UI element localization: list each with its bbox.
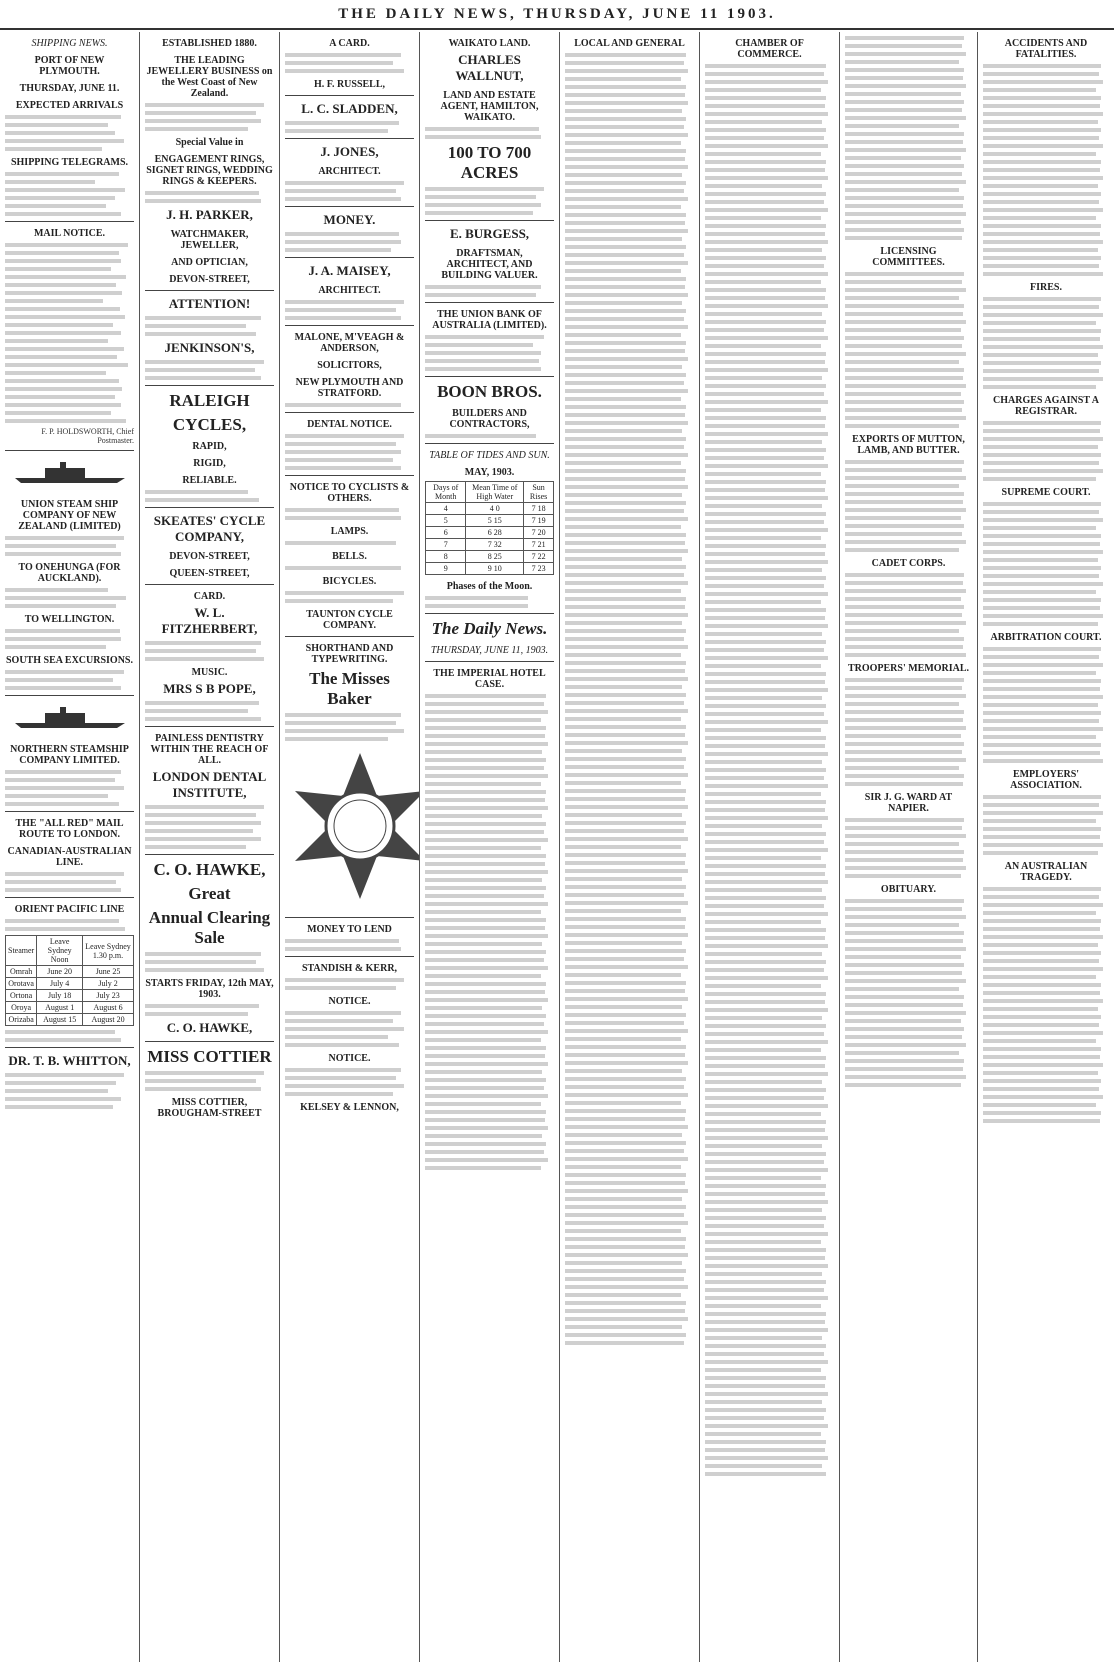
- advert-name: The Misses Baker: [309, 669, 390, 708]
- advert-subheading: SOUTH SEA EXCURSIONS.: [6, 655, 133, 666]
- advert-subheading: LAMPS.: [330, 526, 369, 537]
- advert-name: KELSEY & LENNON,: [300, 1102, 399, 1113]
- advert-name: MONEY.: [323, 212, 376, 227]
- column-adverts-b: [280, 32, 420, 1662]
- nelson-teas-seal-icon: [285, 751, 420, 901]
- column-news-a: [560, 32, 700, 1662]
- advert-name: Annual Clearing Sale: [148, 908, 271, 947]
- section-heading: AN AUSTRALIAN TRAGEDY.: [1004, 861, 1088, 883]
- column-telegrams: [978, 32, 1114, 1662]
- advert-name: DR. T. B. WHITTON,: [8, 1053, 131, 1068]
- section-heading: MAIL NOTICE.: [33, 228, 106, 239]
- table-row: 7 7 32 7 21: [426, 539, 554, 551]
- advert-subheading: TO WELLINGTON.: [24, 614, 115, 625]
- steamship-icon: [5, 460, 135, 484]
- advert-heading: ORIENT PACIFIC LINE: [14, 904, 125, 915]
- advert-name: J. JONES,: [320, 144, 379, 159]
- column-news-b: [700, 32, 840, 1662]
- advert-subheading: PAINLESS DENTISTRY WITHIN THE REACH OF ALL.: [150, 733, 269, 766]
- section-heading: SIR J. G. WARD AT NAPIER.: [864, 792, 953, 814]
- tide-table-month: MAY, 1903.: [464, 467, 515, 478]
- advert-name: LONDON DENTAL INSTITUTE,: [152, 769, 267, 800]
- advert-subheading: A CARD.: [329, 38, 370, 49]
- masthead-title: THE DAILY NEWS, THURSDAY, JUNE 11 1903.: [338, 6, 776, 22]
- advert-subheading: MISS COTTIER, BROUGHAM-STREET: [157, 1097, 262, 1119]
- advert-subheading: RAPID,: [192, 441, 227, 452]
- advert-name: NOTICE TO CYCLISTS & OTHERS.: [289, 482, 410, 504]
- advert-name: RALEIGH: [169, 391, 250, 410]
- section-heading: SHIPPING TELEGRAMS.: [10, 157, 129, 168]
- table-row: 6 6 28 7 20: [426, 527, 554, 539]
- advert-subheading: DRAFTSMAN, ARCHITECT, AND BUILDING VALUER.: [441, 248, 538, 281]
- advert-name: ATTENTION!: [168, 296, 251, 311]
- article-headline: THE IMPERIAL HOTEL CASE.: [433, 668, 546, 690]
- tide-table-title: TABLE OF TIDES AND SUN.: [429, 450, 550, 461]
- advert-name: J. A. MAISEY,: [308, 263, 391, 278]
- advert-name: L. C. SLADDEN,: [301, 101, 398, 116]
- advert-name: MALONE, M'VEAGH & ANDERSON,: [294, 332, 405, 354]
- advert-subheading: NOTICE.: [328, 1053, 371, 1064]
- tide-table: [425, 481, 554, 575]
- table-row: Omrah June 20 June 25: [6, 966, 134, 978]
- advert-subheading: RELIABLE.: [182, 475, 237, 486]
- section-heading: OBITUARY.: [880, 884, 937, 895]
- advert-subheading: ARCHITECT.: [318, 285, 381, 296]
- table-row: 9 9 10 7 23: [426, 563, 554, 575]
- advert-heading: UNION STEAM SHIP COMPANY OF NEW ZEALAND (LIMITED): [18, 499, 121, 532]
- advert-heading: THE "ALL RED" MAIL ROUTE TO LONDON.: [15, 818, 124, 840]
- advert-subheading: BELLS.: [332, 551, 367, 562]
- advert-subheading: MUSIC.: [191, 667, 228, 678]
- section-date: THURSDAY, JUNE 11.: [19, 83, 120, 94]
- advert-name: BOON BROS.: [437, 382, 542, 401]
- advert-subheading: BUILDERS AND CONTRACTORS,: [449, 408, 530, 430]
- section-heading: CHARGES AGAINST A REGISTRAR.: [993, 395, 1099, 417]
- advert-subheading: DEVON-STREET,: [169, 551, 250, 562]
- section-heading: TROOPERS' MEMORIAL.: [847, 663, 970, 674]
- advert-name: STANDISH & KERR,: [301, 963, 398, 974]
- table-header: Steamer: [6, 936, 37, 966]
- advert-heading: NORTHERN STEAMSHIP COMPANY LIMITED.: [10, 744, 129, 766]
- advert-heading: THE LEADING JEWELLERY BUSINESS on the West Coast of New Zealand.: [146, 55, 273, 99]
- advert-subheading: SOLICITORS,: [317, 360, 382, 371]
- table-row: Oroya August 1 August 6: [6, 1002, 134, 1014]
- section-heading: FIRES.: [1030, 282, 1062, 293]
- advert-name: MISS COTTIER: [147, 1047, 272, 1066]
- section-subheading: PORT OF NEW PLYMOUTH.: [34, 55, 105, 77]
- section-heading: CADET CORPS.: [871, 558, 946, 569]
- table-row: 4 4 0 7 18: [426, 503, 554, 515]
- advert-name: W. L. FITZHERBERT,: [161, 605, 258, 636]
- advert-subheading: BICYCLES.: [322, 576, 377, 587]
- advert-name: 100 TO 700 ACRES: [447, 143, 532, 182]
- table-header: Leave Sydney 1.30 p.m.: [83, 936, 134, 966]
- table-row: Ortona July 18 July 23: [6, 990, 134, 1002]
- section-heading: ARBITRATION COURT.: [990, 632, 1102, 643]
- advert-subheading: AND OPTICIAN,: [171, 257, 248, 268]
- section-heading: LICENSING COMMITTEES.: [872, 246, 945, 268]
- section-heading: SUPREME COURT.: [1001, 487, 1091, 498]
- advert-subheading: QUEEN-STREET,: [169, 568, 250, 579]
- section-heading: EMPLOYERS' ASSOCIATION.: [1010, 769, 1082, 791]
- table-header: Days of Month: [426, 482, 466, 503]
- advert-name: TAUNTON CYCLE COMPANY.: [306, 609, 393, 631]
- section-heading: ACCIDENTS AND FATALITIES.: [1004, 38, 1088, 60]
- masthead: [0, 0, 1114, 30]
- advert-subheading: CARD.: [193, 591, 226, 602]
- advert-name: SHORTHAND AND TYPEWRITING.: [305, 643, 394, 665]
- section-heading: SHIPPING NEWS.: [31, 38, 108, 49]
- advert-subheading: DENTAL NOTICE.: [307, 419, 392, 430]
- advert-name: C. O. HAWKE,: [153, 860, 266, 879]
- advert-name: SKEATES' CYCLE COMPANY,: [153, 513, 266, 544]
- section-heading: EXPORTS OF MUTTON, LAMB, AND BUTTER.: [852, 434, 965, 456]
- advert-subheading: LAND AND ESTATE AGENT, HAMILTON, WAIKATO.: [440, 90, 539, 123]
- advert-name: J. H. PARKER,: [166, 207, 253, 222]
- advert-subheading: Special Value in: [175, 137, 244, 148]
- advert-subheading: CANADIAN-AUSTRALIAN LINE.: [7, 846, 132, 868]
- sailing-table: [5, 935, 134, 1026]
- section-heading: LOCAL AND GENERAL: [574, 38, 685, 49]
- advert-name: CYCLES,: [172, 415, 247, 434]
- advert-name: H. F. RUSSELL,: [313, 79, 386, 90]
- section-heading: CHAMBER OF COMMERCE.: [735, 38, 804, 60]
- advert-name: C. O. HAWKE,: [166, 1020, 253, 1035]
- advert-subheading: ENGAGEMENT RINGS, SIGNET RINGS, WEDDING RINGS & KEEPERS.: [146, 154, 273, 187]
- advert-name: MRS S B POPE,: [163, 681, 256, 696]
- section-subheading: EXPECTED ARRIVALS: [15, 100, 124, 111]
- advert-subheading: NEW PLYMOUTH AND STRATFORD.: [295, 377, 404, 399]
- advert-subheading: WAIKATO LAND.: [448, 38, 531, 49]
- column-adverts-a: [140, 32, 280, 1662]
- advert-subheading: RIGID,: [193, 458, 226, 469]
- advert-name: THE UNION BANK OF AUSTRALIA (LIMITED).: [432, 309, 547, 331]
- advert-name: JENKINSON'S,: [164, 340, 255, 355]
- column-adverts-c: [420, 32, 560, 1662]
- table-row: 8 8 25 7 22: [426, 551, 554, 563]
- advert-subheading: WATCHMAKER, JEWELLER,: [170, 229, 249, 251]
- advert-subheading: NOTICE.: [328, 996, 371, 1007]
- advert-name: MONEY TO LEND: [307, 924, 392, 935]
- newspaper-nameplate: The Daily News.: [431, 619, 548, 638]
- advert-name: Great: [188, 884, 231, 903]
- advert-subheading: ARCHITECT.: [318, 166, 381, 177]
- table-header: Mean Time of High Water: [466, 482, 524, 503]
- table-header: Sun Rises: [524, 482, 554, 503]
- advert-established: ESTABLISHED 1880.: [162, 38, 257, 49]
- advert-name: E. BURGESS,: [449, 226, 530, 241]
- moon-phases-heading: Phases of the Moon.: [446, 581, 533, 592]
- table-row: Orotava July 4 July 2: [6, 978, 134, 990]
- column-shipping: [0, 32, 140, 1662]
- table-row: Orizaba August 15 August 20: [6, 1014, 134, 1026]
- advert-subheading: DEVON-STREET,: [169, 274, 250, 285]
- column-news-c: [840, 32, 978, 1662]
- steamship-icon: [5, 705, 135, 729]
- issue-date: THURSDAY, JUNE 11, 1903.: [430, 645, 549, 656]
- table-row: 5 5 15 7 19: [426, 515, 554, 527]
- advert-subheading: STARTS FRIDAY, 12th MAY, 1903.: [145, 978, 274, 1000]
- signature: F. P. HOLDSWORTH, Chief Postmaster.: [41, 427, 134, 445]
- table-header: Leave Sydney Noon: [37, 936, 83, 966]
- advert-subheading: TO ONEHUNGA (FOR AUCKLAND).: [18, 562, 121, 584]
- advert-name: CHARLES WALLNUT,: [455, 52, 524, 83]
